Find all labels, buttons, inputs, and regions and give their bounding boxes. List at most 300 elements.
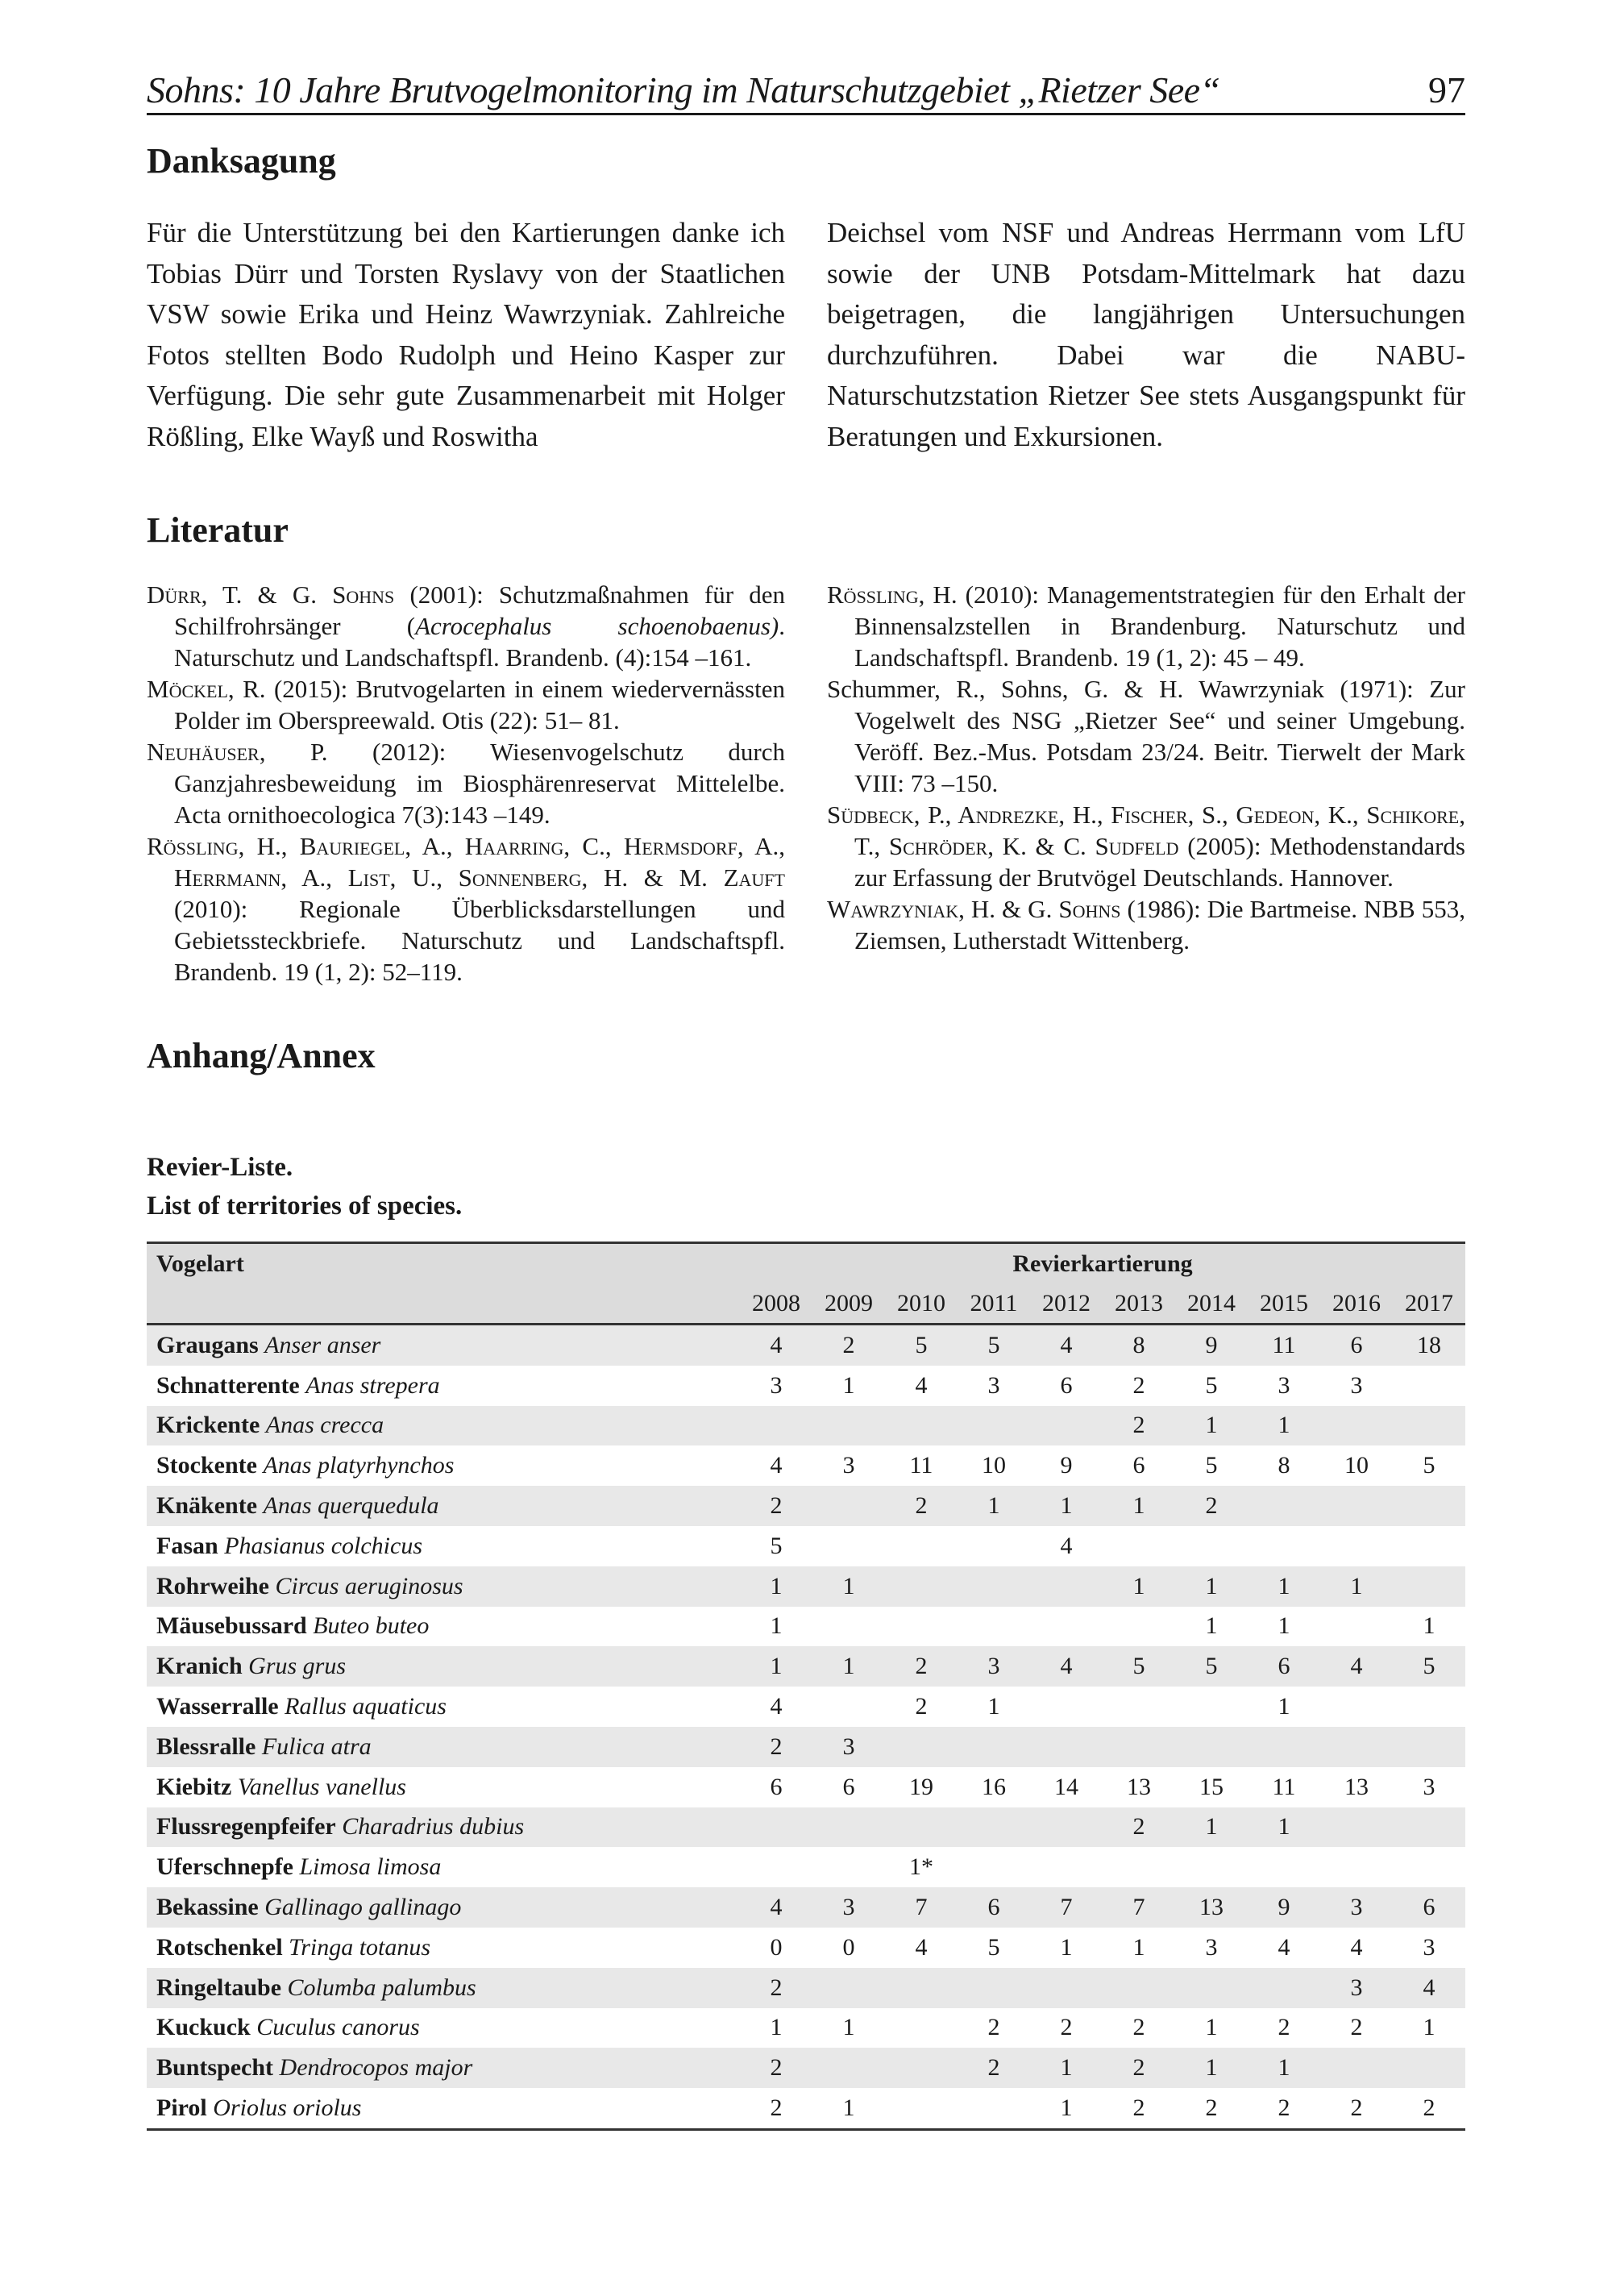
reference-entry <box>147 673 785 736</box>
territory-count-cell <box>812 2048 885 2088</box>
territory-count-cell: 1 <box>740 1646 812 1687</box>
territory-count-cell <box>812 1526 885 1566</box>
territory-count-cell: 1 <box>740 1607 812 1647</box>
species-latin-name: Limosa limosa <box>299 1853 442 1881</box>
territory-count-cell <box>812 1847 885 1887</box>
species-latin-name: Grus grus <box>248 1653 347 1680</box>
territory-count-cell <box>885 1727 958 1767</box>
territory-count-cell: 4 <box>1248 1928 1320 1968</box>
territory-count-cell: 1 <box>958 1486 1030 1526</box>
territory-count-cell: 3 <box>1248 1366 1320 1406</box>
species-cell <box>147 2088 740 2129</box>
territory-count-cell <box>885 1406 958 1446</box>
territory-count-cell <box>1393 1366 1465 1406</box>
territory-count-cell <box>958 1406 1030 1446</box>
territory-count-cell: 10 <box>1320 1445 1393 1486</box>
territory-count-cell: 8 <box>1103 1325 1175 1366</box>
species-common-name: Kranich <box>156 1653 243 1680</box>
territory-count-cell: 1 <box>1030 1486 1103 1526</box>
territory-count-cell: 1 <box>1248 1566 1320 1607</box>
section-heading-literatur: Literatur <box>147 510 289 550</box>
territory-count-cell <box>885 1807 958 1848</box>
territory-count-cell <box>1248 1968 1320 2008</box>
table-row <box>147 1767 1465 1807</box>
territory-count-cell <box>1103 1607 1175 1647</box>
territory-count-cell: 4 <box>1393 1968 1465 2008</box>
page-number: 97 <box>1428 69 1465 110</box>
territory-count-cell: 2 <box>740 1486 812 1526</box>
territory-count-cell <box>958 1847 1030 1887</box>
year-column-header: 2008 <box>740 1284 812 1325</box>
territory-count-cell <box>885 1526 958 1566</box>
territory-count-cell: 4 <box>1030 1646 1103 1687</box>
territory-count-cell: 2 <box>1248 2088 1320 2129</box>
territory-count-cell: 7 <box>1030 1887 1103 1928</box>
territory-count-cell: 4 <box>740 1687 812 1727</box>
species-column-header-spacer <box>147 1284 740 1325</box>
territory-count-cell <box>1320 1847 1393 1887</box>
table-row <box>147 1445 1465 1486</box>
species-latin-name: Oriolus oriolus <box>213 2094 362 2122</box>
territory-count-cell: 3 <box>812 1445 885 1486</box>
territory-count-cell: 1 <box>1175 2008 1248 2049</box>
species-common-name: Bekassine <box>156 1894 259 1921</box>
territory-count-cell: 3 <box>1393 1767 1465 1807</box>
territory-count-cell: 13 <box>1175 1887 1248 1928</box>
territory-count-cell: 3 <box>958 1366 1030 1406</box>
territory-count-cell <box>812 1486 885 1526</box>
territory-count-cell: 3 <box>1175 1928 1248 1968</box>
territory-count-cell <box>958 1607 1030 1647</box>
territory-count-cell: 2 <box>740 1727 812 1767</box>
territory-count-cell: 0 <box>812 1928 885 1968</box>
territory-count-cell: 1* <box>885 1847 958 1887</box>
territory-count-cell: 5 <box>740 1526 812 1566</box>
species-latin-name: Phasianus colchicus <box>224 1532 422 1559</box>
species-latin-name: Anas crecca <box>265 1412 384 1439</box>
territory-count-cell: 1 <box>1103 1486 1175 1526</box>
reference-entry <box>827 893 1465 956</box>
territory-count-cell: 1 <box>1248 1807 1320 1848</box>
species-cell <box>147 1366 740 1406</box>
territory-count-cell: 1 <box>1175 2048 1248 2088</box>
territory-count-cell <box>1030 1687 1103 1727</box>
territory-count-cell <box>740 1807 812 1848</box>
territory-count-cell: 2 <box>740 2088 812 2129</box>
species-cell <box>147 1928 740 1968</box>
table-row <box>147 1646 1465 1687</box>
territory-count-cell: 19 <box>885 1767 958 1807</box>
territory-count-cell <box>1175 1687 1248 1727</box>
danksagung-body <box>147 213 1465 457</box>
species-common-name: Krickente <box>156 1412 260 1439</box>
territory-count-cell: 13 <box>1103 1767 1175 1807</box>
species-common-name: Uferschnepfe <box>156 1853 293 1881</box>
territory-count-cell: 2 <box>885 1646 958 1687</box>
territory-count-cell: 1 <box>812 2008 885 2049</box>
reference-authors: Rößling, H., Bauriegel, A., Haarring, C., Hermsdorf, A., Herrmann, A., List, U., Sonnenberg, H. & M. Zauft <box>147 832 785 892</box>
species-cell <box>147 1646 740 1687</box>
territory-count-cell <box>1103 1847 1175 1887</box>
species-common-name: Schnatterente <box>156 1371 300 1399</box>
territory-count-cell: 2 <box>1320 2008 1393 2049</box>
territory-count-cell: 4 <box>1030 1325 1103 1366</box>
territory-count-cell <box>885 2048 958 2088</box>
reference-text: (1986): Die Bartmeise. NBB 553, Ziemsen, Lutherstadt Wittenberg. <box>854 895 1465 955</box>
reference-entry <box>827 799 1465 893</box>
territory-count-cell <box>1103 1727 1175 1767</box>
territory-count-cell: 1 <box>1393 2008 1465 2049</box>
territory-count-cell: 2 <box>1103 1366 1175 1406</box>
species-cell <box>147 2048 740 2088</box>
species-common-name: Flussregenpfeifer <box>156 1813 336 1841</box>
territory-count-cell: 8 <box>1248 1445 1320 1486</box>
species-cell <box>147 1968 740 2008</box>
species-cell <box>147 2008 740 2049</box>
species-latin-name: Charadrius dubius <box>342 1813 525 1841</box>
territory-count-cell: 3 <box>1393 1928 1465 1968</box>
territory-count-cell: 2 <box>885 1687 958 1727</box>
territory-count-cell: 6 <box>958 1887 1030 1928</box>
table-row <box>147 2008 1465 2049</box>
reference-italic-text: Acrocephalus schoenobaenus) <box>415 612 779 640</box>
reference-list <box>147 579 1465 988</box>
territory-count-cell: 10 <box>958 1445 1030 1486</box>
table-row <box>147 1847 1465 1887</box>
species-latin-name: Columba palumbus <box>287 1974 476 2001</box>
territory-count-cell: 3 <box>958 1646 1030 1687</box>
reference-text: (2010): Regionale Überblicksdarstellungen und Gebietssteckbriefe. Naturschutz und Landschaftspfl. Brandenb. 19 (1, 2): 52–119. <box>174 895 785 986</box>
territory-count-cell: 9 <box>1248 1887 1320 1928</box>
species-cell <box>147 1767 740 1807</box>
year-header-row <box>147 1284 1465 1325</box>
territory-count-cell <box>812 1807 885 1848</box>
territory-count-cell: 1 <box>812 1566 885 1607</box>
territory-count-cell: 2 <box>1175 2088 1248 2129</box>
table-row <box>147 1406 1465 1446</box>
territory-count-cell <box>1393 1687 1465 1727</box>
table-row <box>147 1607 1465 1647</box>
territory-count-cell: 1 <box>1175 1566 1248 1607</box>
group-column-header: Revierkartierung <box>740 1243 1465 1285</box>
territory-count-cell: 5 <box>1393 1646 1465 1687</box>
species-common-name: Fasan <box>156 1532 218 1559</box>
territory-count-cell: 1 <box>1030 2088 1103 2129</box>
species-latin-name: Anas platyrhynchos <box>263 1452 455 1479</box>
territory-count-cell <box>958 1727 1030 1767</box>
territory-count-cell <box>1320 2048 1393 2088</box>
territory-count-cell: 2 <box>1103 1807 1175 1848</box>
territory-count-cell: 2 <box>885 1486 958 1526</box>
species-latin-name: Rallus aquaticus <box>285 1693 447 1720</box>
territory-count-cell: 1 <box>1393 1607 1465 1647</box>
territory-count-cell <box>1320 1727 1393 1767</box>
species-latin-name: Fulica atra <box>261 1732 372 1760</box>
territory-count-cell <box>958 1566 1030 1607</box>
territory-count-cell <box>1103 1968 1175 2008</box>
territory-count-cell <box>1393 1727 1465 1767</box>
territory-count-cell: 6 <box>1248 1646 1320 1687</box>
territory-count-cell: 5 <box>958 1325 1030 1366</box>
territory-count-cell: 4 <box>1030 1526 1103 1566</box>
territory-count-cell: 6 <box>1030 1366 1103 1406</box>
table-row <box>147 1486 1465 1526</box>
territory-count-cell <box>1248 1526 1320 1566</box>
species-common-name: Blessralle <box>156 1732 256 1760</box>
territory-count-cell <box>1103 1526 1175 1566</box>
territory-count-cell: 1 <box>1103 1928 1175 1968</box>
territory-count-cell: 3 <box>740 1366 812 1406</box>
species-cell <box>147 1687 740 1727</box>
territory-count-cell <box>1393 1526 1465 1566</box>
territory-count-cell: 2 <box>1248 2008 1320 2049</box>
species-latin-name: Anas querquedula <box>263 1492 439 1520</box>
territory-count-cell: 2 <box>1393 2088 1465 2129</box>
species-latin-name: Vanellus vanellus <box>237 1773 406 1800</box>
territory-count-cell: 14 <box>1030 1767 1103 1807</box>
table-row <box>147 1526 1465 1566</box>
territory-count-cell: 1 <box>1175 1607 1248 1647</box>
reference-authors: Dürr, T. & G. Sohns <box>147 580 395 609</box>
references-right-column <box>827 579 1465 988</box>
territory-count-cell: 2 <box>1103 2088 1175 2129</box>
danksagung-right-column: Deichsel vom NSF und Andreas Herrmann vom LfU sowie der UNB Potsdam-Mittelmark hat dazu beigetragen, die langjährigen Untersuchungen durchzuführen. Dabei war die NABU-Naturschutzstation Rietzer See stets Ausgangspunkt für Beratungen und Exkursionen. <box>827 217 1465 452</box>
territory-count-cell <box>885 2088 958 2129</box>
territory-count-cell: 2 <box>1030 2008 1103 2049</box>
running-header <box>147 63 1465 115</box>
table-row <box>147 1325 1465 1366</box>
species-cell <box>147 1325 740 1366</box>
species-common-name: Kiebitz <box>156 1773 232 1800</box>
territory-count-cell <box>1393 2048 1465 2088</box>
territory-table <box>147 1242 1465 2131</box>
territory-count-cell: 2 <box>1103 2048 1175 2088</box>
territory-count-cell <box>812 1968 885 2008</box>
territory-count-cell: 1 <box>1030 1928 1103 1968</box>
reference-authors: Wawrzyniak, H. & G. Sohns <box>827 895 1121 923</box>
territory-count-cell: 1 <box>740 1566 812 1607</box>
territory-count-cell <box>1030 1607 1103 1647</box>
table-row <box>147 1366 1465 1406</box>
section-heading-anhang: Anhang/Annex <box>147 1036 376 1075</box>
reference-authors: Neuhäuser, P. <box>147 738 328 766</box>
territory-count-cell: 1 <box>740 2008 812 2049</box>
species-common-name: Rohrweihe <box>156 1572 269 1599</box>
reference-text: (2001): Schutzmaßnahmen für den Schilfrohrsänger ( <box>174 580 786 640</box>
references-left-column <box>147 579 785 988</box>
territory-count-cell: 5 <box>1103 1646 1175 1687</box>
territory-count-cell: 16 <box>958 1767 1030 1807</box>
territory-count-cell <box>812 1607 885 1647</box>
territory-count-cell <box>1030 1807 1103 1848</box>
territory-count-cell: 3 <box>1320 1968 1393 2008</box>
territory-count-cell <box>885 1607 958 1647</box>
territory-count-cell: 2 <box>740 1968 812 2008</box>
table-body <box>147 1325 1465 2130</box>
territory-count-cell: 2 <box>958 2008 1030 2049</box>
species-latin-name: Anas strepera <box>305 1371 440 1399</box>
species-cell <box>147 1406 740 1446</box>
species-latin-name: Tringa totanus <box>289 1933 431 1961</box>
territory-count-cell: 5 <box>1175 1445 1248 1486</box>
territory-count-cell <box>740 1406 812 1446</box>
territory-count-cell <box>1030 1406 1103 1446</box>
species-common-name: Rotschenkel <box>156 1933 283 1961</box>
territory-count-cell: 0 <box>740 1928 812 1968</box>
table-row <box>147 1566 1465 1607</box>
territory-count-cell <box>1030 1727 1103 1767</box>
species-latin-name: Gallinago gallinago <box>264 1894 462 1921</box>
species-common-name: Graugans <box>156 1331 259 1358</box>
species-latin-name: Dendrocopos major <box>279 2054 473 2082</box>
territory-count-cell: 1 <box>812 1366 885 1406</box>
territory-count-cell: 5 <box>1175 1646 1248 1687</box>
year-column-header: 2016 <box>1320 1284 1393 1325</box>
territory-count-cell <box>958 2088 1030 2129</box>
territory-count-cell <box>740 1847 812 1887</box>
year-column-header: 2012 <box>1030 1284 1103 1325</box>
danksagung-left-column: Für die Unterstützung bei den Kartierungen danke ich Tobias Dürr und Torsten Ryslavy von der Staatlichen VSW sowie Erika und Heinz Wawrzyniak. Zahlreiche Fotos stellten Bodo Rudolph und Heino Kasper zur Verfügung. Die sehr gute Zusammenarbeit mit Holger Rößling, Elke Wayß und Roswitha <box>147 217 785 452</box>
year-column-header: 2010 <box>885 1284 958 1325</box>
territory-count-cell: 9 <box>1175 1325 1248 1366</box>
territory-count-cell: 1 <box>958 1687 1030 1727</box>
territory-count-cell: 1 <box>1248 1687 1320 1727</box>
species-common-name: Buntspecht <box>156 2054 274 2082</box>
territory-count-cell <box>1175 1727 1248 1767</box>
territory-count-cell <box>958 1807 1030 1848</box>
territory-count-cell: 4 <box>1320 1928 1393 1968</box>
territory-count-cell: 7 <box>885 1887 958 1928</box>
species-common-name: Mäusebussard <box>156 1612 307 1640</box>
year-column-header: 2013 <box>1103 1284 1175 1325</box>
territory-count-cell <box>1393 1406 1465 1446</box>
territory-count-cell <box>958 1526 1030 1566</box>
species-common-name: Pirol <box>156 2094 207 2122</box>
species-cell <box>147 1847 740 1887</box>
territory-count-cell <box>1320 1607 1393 1647</box>
table-row <box>147 1968 1465 2008</box>
year-column-header: 2009 <box>812 1284 885 1325</box>
species-cell <box>147 1566 740 1607</box>
year-column-header: 2017 <box>1393 1284 1465 1325</box>
territory-count-cell <box>1175 1526 1248 1566</box>
territory-count-cell: 1 <box>812 2088 885 2129</box>
territory-count-cell <box>1320 1526 1393 1566</box>
territory-count-cell: 1 <box>1175 1406 1248 1446</box>
territory-count-cell <box>958 1968 1030 2008</box>
territory-count-cell: 5 <box>958 1928 1030 1968</box>
territory-count-cell: 1 <box>1248 1406 1320 1446</box>
territory-count-cell <box>1393 1847 1465 1887</box>
territory-count-cell <box>1248 1486 1320 1526</box>
territory-count-cell: 18 <box>1393 1325 1465 1366</box>
territory-count-cell: 4 <box>740 1325 812 1366</box>
reference-entry <box>147 830 785 988</box>
species-column-header: Vogelart <box>147 1243 740 1285</box>
territory-count-cell: 6 <box>812 1767 885 1807</box>
territory-count-cell: 11 <box>1248 1767 1320 1807</box>
table-row <box>147 2048 1465 2088</box>
species-cell <box>147 1526 740 1566</box>
species-common-name: Wasserralle <box>156 1693 279 1720</box>
table-caption-german: Revier-Liste. <box>147 1153 293 1182</box>
territory-count-cell <box>1248 1847 1320 1887</box>
territory-count-cell: 5 <box>1393 1445 1465 1486</box>
species-common-name: Knäkente <box>156 1492 258 1520</box>
reference-entry <box>827 579 1465 673</box>
territory-count-cell: 6 <box>1103 1445 1175 1486</box>
table-row <box>147 1687 1465 1727</box>
territory-count-cell: 1 <box>1103 1566 1175 1607</box>
species-cell <box>147 1807 740 1848</box>
territory-count-cell: 5 <box>1175 1366 1248 1406</box>
territory-count-cell: 6 <box>740 1767 812 1807</box>
territory-count-cell <box>1320 1807 1393 1848</box>
territory-count-cell: 3 <box>1320 1887 1393 1928</box>
species-cell <box>147 1727 740 1767</box>
territory-count-cell <box>885 1566 958 1607</box>
territory-count-cell <box>1320 1486 1393 1526</box>
species-cell <box>147 1607 740 1647</box>
territory-count-cell: 1 <box>1248 1607 1320 1647</box>
territory-count-cell: 1 <box>1320 1566 1393 1607</box>
territory-count-cell: 2 <box>1103 2008 1175 2049</box>
species-latin-name: Buteo buteo <box>313 1612 430 1640</box>
territory-count-cell: 11 <box>885 1445 958 1486</box>
territory-count-cell: 11 <box>1248 1325 1320 1366</box>
year-column-header: 2014 <box>1175 1284 1248 1325</box>
territory-count-cell: 2 <box>812 1325 885 1366</box>
territory-count-cell: 1 <box>1030 2048 1103 2088</box>
territory-count-cell: 5 <box>885 1325 958 1366</box>
table-caption-english: List of territories of species. <box>147 1192 463 1221</box>
territory-count-cell: 2 <box>1175 1486 1248 1526</box>
territory-count-cell <box>1393 1486 1465 1526</box>
territory-count-cell <box>812 1687 885 1727</box>
table-row <box>147 2088 1465 2129</box>
species-latin-name: Circus aeruginosus <box>275 1572 463 1599</box>
species-cell <box>147 1887 740 1928</box>
territory-count-cell: 4 <box>885 1928 958 1968</box>
territory-count-cell: 2 <box>958 2048 1030 2088</box>
territory-count-cell <box>1175 1968 1248 2008</box>
territory-count-cell <box>1320 1687 1393 1727</box>
species-common-name: Kuckuck <box>156 2014 251 2041</box>
territory-count-cell: 4 <box>885 1366 958 1406</box>
territory-count-cell <box>1030 1847 1103 1887</box>
territory-count-cell: 3 <box>812 1887 885 1928</box>
species-cell <box>147 1486 740 1526</box>
territory-count-cell: 4 <box>740 1445 812 1486</box>
territory-count-cell: 13 <box>1320 1767 1393 1807</box>
species-common-name: Ringeltaube <box>156 1974 282 2001</box>
reference-authors: Möckel, R. <box>147 675 266 703</box>
territory-count-cell: 1 <box>812 1646 885 1687</box>
running-title: Sohns: 10 Jahre Brutvogelmonitoring im Naturschutzgebiet „Rietzer See“ <box>147 69 1220 110</box>
reference-text: (2012): Wiesenvogelschutz durch Ganzjahresbeweidung im Biosphärenreservat Mittelelbe. Acta ornithoecologica 7(3):143 –149. <box>174 738 786 829</box>
territory-count-cell <box>1103 1687 1175 1727</box>
species-common-name: Stockente <box>156 1452 257 1479</box>
territory-count-cell <box>885 2008 958 2049</box>
territory-count-cell: 4 <box>1320 1646 1393 1687</box>
territory-count-cell: 6 <box>1393 1887 1465 1928</box>
species-cell <box>147 1445 740 1486</box>
territory-count-cell: 1 <box>1248 2048 1320 2088</box>
territory-count-cell: 2 <box>740 2048 812 2088</box>
territory-count-cell <box>1030 1968 1103 2008</box>
territory-count-cell <box>885 1968 958 2008</box>
table-row <box>147 1807 1465 1848</box>
